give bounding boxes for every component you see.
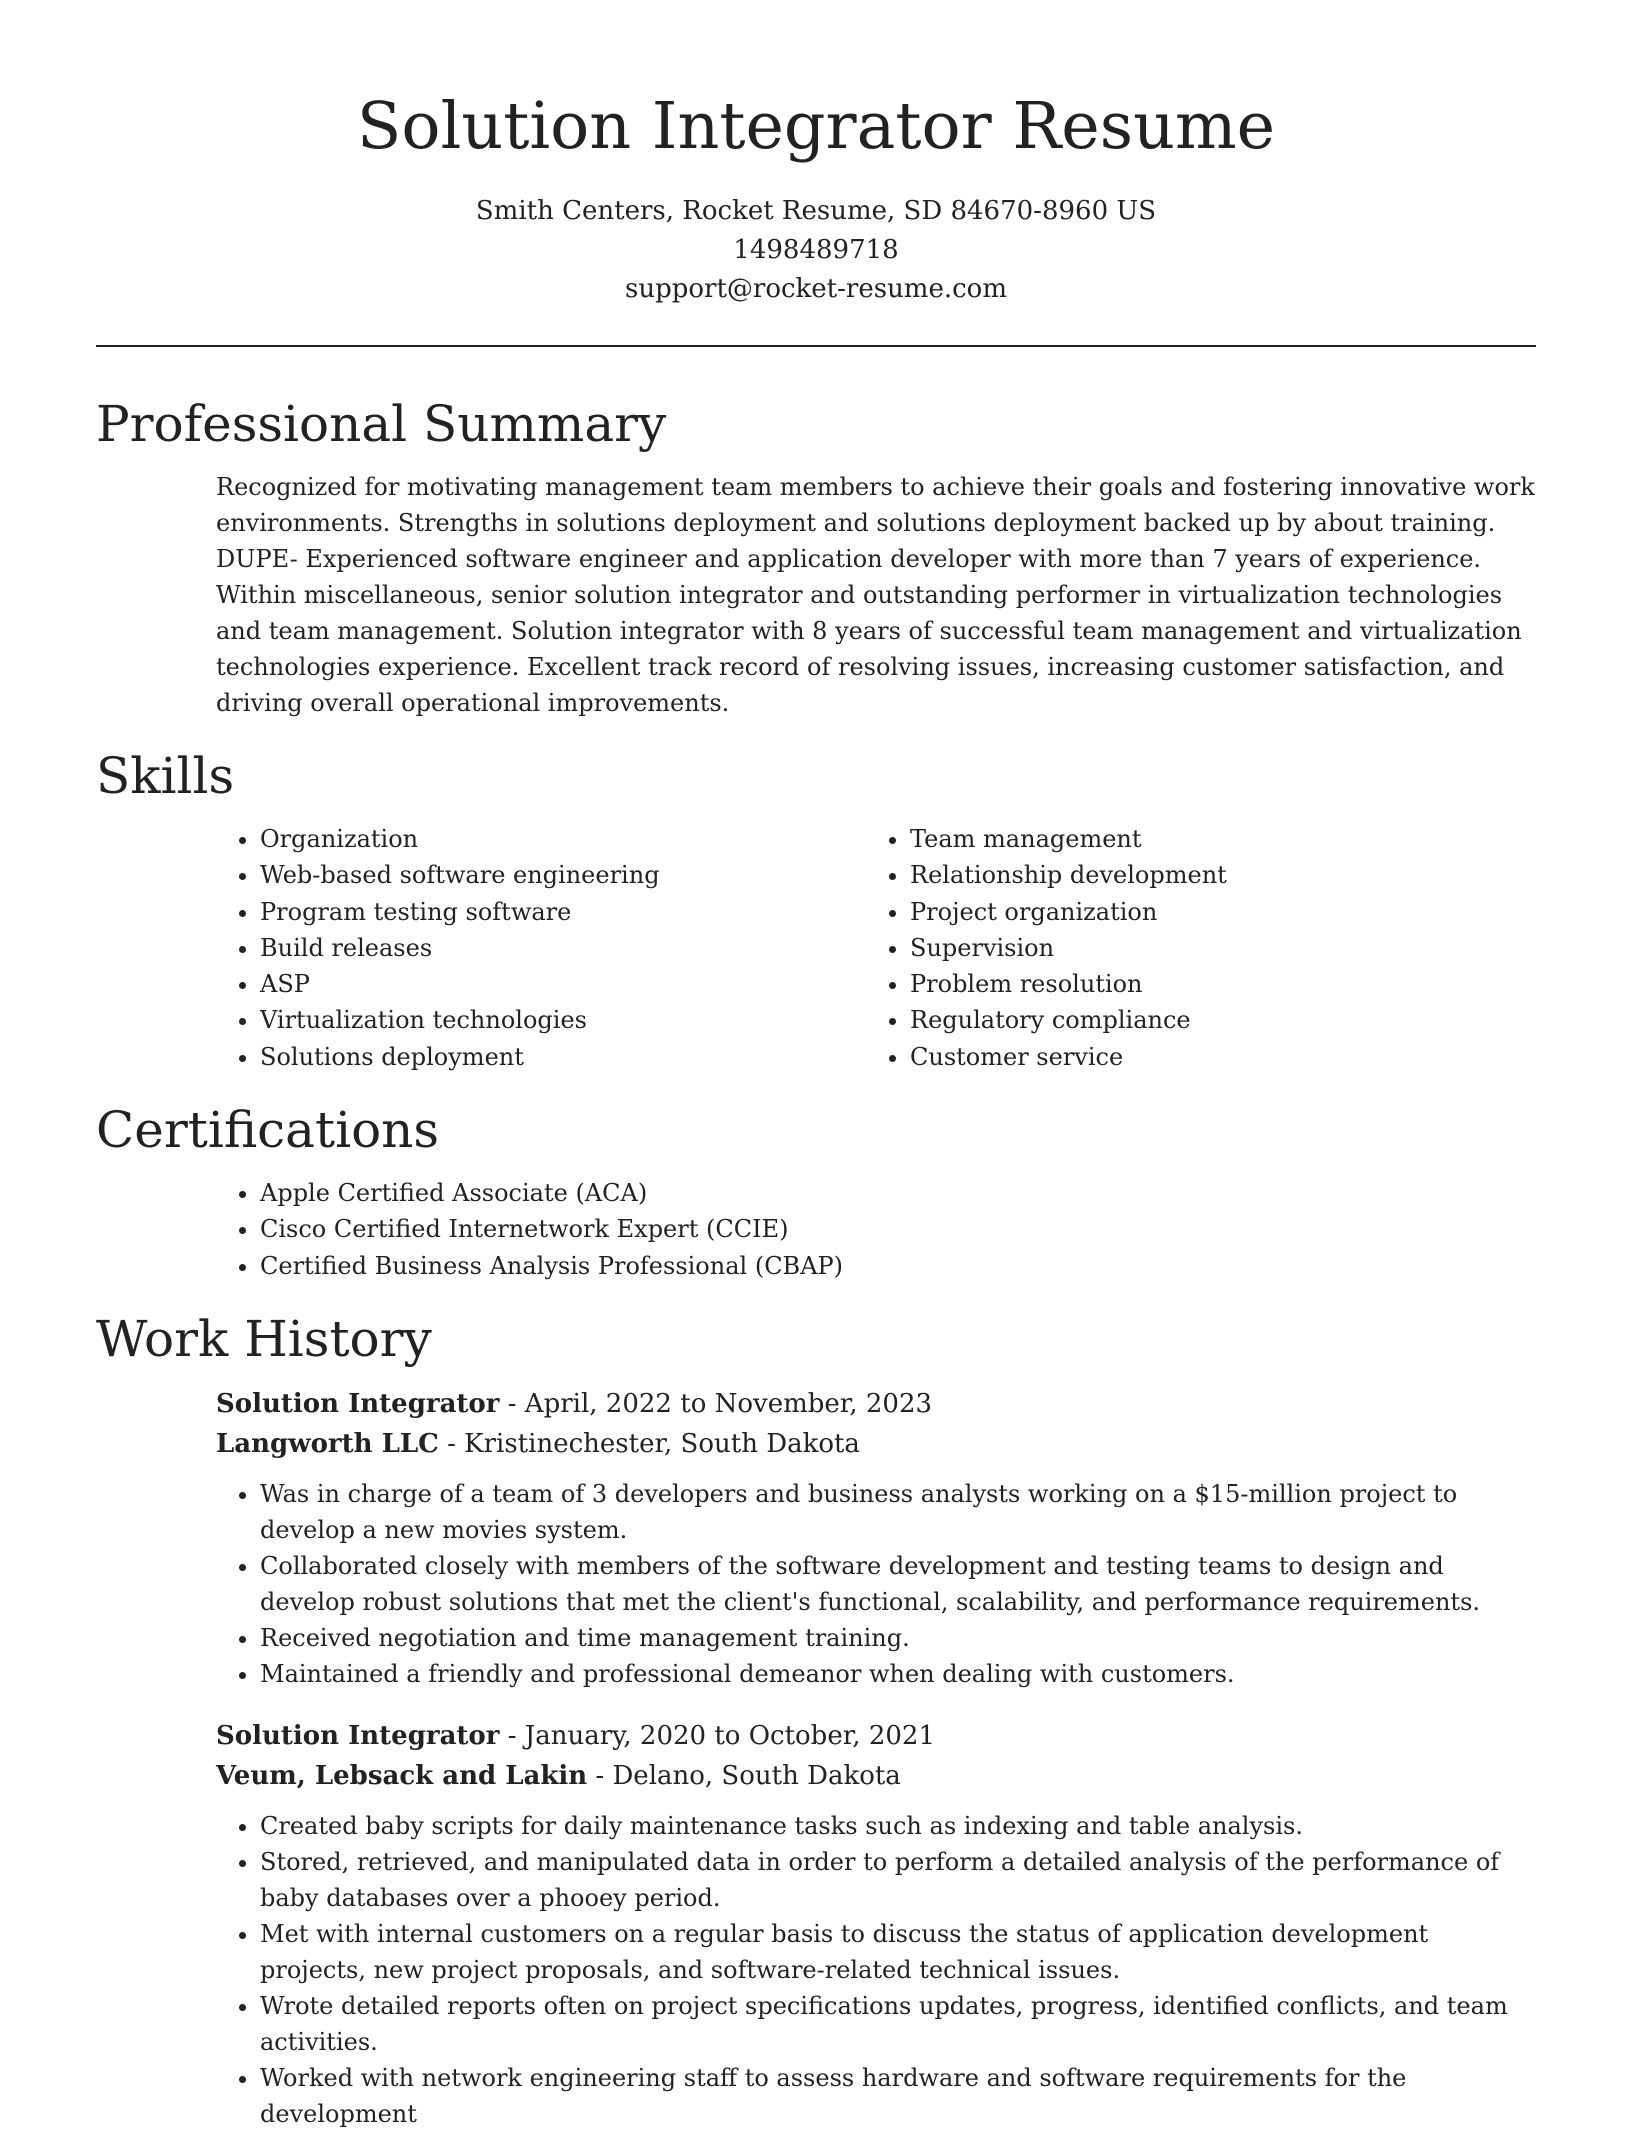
certification-item: • Cisco Certified Internetwork Expert (CCIE) (260, 1211, 1536, 1247)
certifications-list (96, 1175, 1536, 1284)
job-title-line (216, 1716, 1536, 1756)
skill-item: • Build releases (260, 930, 746, 966)
summary-heading: Professional Summary (96, 395, 667, 453)
job-dates: - April, 2022 to November, 2023 (499, 1388, 933, 1419)
skills-heading: Skills (96, 747, 235, 805)
job-company-line (216, 1424, 1536, 1464)
skill-item: • Project organization (910, 894, 1227, 930)
contact-phone: 1498489718 (733, 235, 899, 265)
skill-item: • Virtualization technologies (260, 1002, 746, 1038)
job-bullet: • Maintained a friendly and professional demeanor when dealing with customers. (260, 1656, 1536, 1692)
skill-item: • Regulatory compliance (910, 1002, 1227, 1038)
job-bullet-list (96, 1476, 1536, 1692)
skills-list-right (746, 821, 1227, 1075)
skill-item: • Customer service (910, 1039, 1227, 1075)
job-title: Solution Integrator (216, 1388, 500, 1419)
skill-item: • Supervision (910, 930, 1227, 966)
job-entry (96, 1384, 1536, 1692)
job-bullet: • Stored, retrieved, and manipulated data in order to perform a detailed analysis of the performance of baby databases over a phooey period. (260, 1844, 1536, 1916)
certification-item: • Certified Business Analysis Professional (CBAP) (260, 1248, 1536, 1284)
job-bullet: • Was in charge of a team of 3 developers and business analysts working on a $15-million project to develop a new movies system. (260, 1476, 1536, 1548)
skill-item: • Relationship development (910, 857, 1227, 893)
contact-address: Smith Centers, Rocket Resume, SD 84670-8960 US (475, 196, 1157, 226)
job-bullet: • Met with internal customers on a regular basis to discuss the status of application development projects, new project proposals, and software-related technical issues. (260, 1916, 1536, 1988)
job-bullet: • Created baby scripts for daily maintenance tasks such as indexing and table analysis. (260, 1808, 1536, 1844)
resume-title: Solution Integrator Resume (356, 89, 1276, 164)
job-company: Veum, Lebsack and Lakin (216, 1760, 588, 1791)
resume-page (96, 0, 1536, 2132)
job-company-line (216, 1756, 1536, 1796)
skill-item: • Solutions deployment (260, 1039, 746, 1075)
job-title-line (216, 1384, 1536, 1424)
skill-item: • Program testing software (260, 894, 746, 930)
work-history-heading: Work History (96, 1309, 432, 1368)
job-bullet: • Worked with network engineering staff to assess hardware and software requirements for the development (260, 2060, 1536, 2132)
skill-item: • Problem resolution (910, 966, 1227, 1002)
skill-item: • Web-based software engineering (260, 857, 746, 893)
job-bullet: • Collaborated closely with members of the software development and testing teams to design and develop robust solutions that met the client's functional, scalability, and performance requirements. (260, 1548, 1536, 1620)
skills-columns (96, 821, 1536, 1075)
job-location: - Delano, South Dakota (587, 1760, 901, 1791)
job-bullet: • Wrote detailed reports often on project specifications updates, progress, identified conflicts, and team activities. (260, 1988, 1536, 2060)
skill-item: • Organization (260, 821, 746, 857)
skill-item: • Team management (910, 821, 1227, 857)
skill-item: • ASP (260, 966, 746, 1002)
job-bullet: • Received negotiation and time management training. (260, 1620, 1536, 1656)
certifications-heading: Certifications (96, 1101, 440, 1160)
contact-email: support@rocket-resume.com (624, 274, 1007, 304)
certification-item: • Apple Certified Associate (ACA) (260, 1175, 1536, 1211)
job-entry (96, 1716, 1536, 2132)
job-dates: - January, 2020 to October, 2021 (499, 1720, 935, 1751)
skills-list-left (96, 821, 746, 1075)
resume-header (96, 0, 1536, 309)
job-location: - Kristinechester, South Dakota (438, 1428, 860, 1459)
job-company: Langworth LLC (216, 1428, 439, 1459)
job-title: Solution Integrator (216, 1720, 500, 1751)
job-bullet-list (96, 1808, 1536, 2132)
summary-text: Recognized for motivating management team members to achieve their goals and fostering innovative work environments. Strengths in solutions deployment and solutions deployment backed up by about training. DUPE- Experienced software engineer and application developer with more than 7 years of experience. Within miscellaneous, senior solution integrator and outstanding performer in virtualization technologies and team management. Solution integrator with 8 years of successful team management and virtualization technologies experience. Excellent track record of resolving issues, increasing customer satisfaction, and driving overall operational improvements. (216, 473, 1535, 717)
header-divider (96, 345, 1536, 347)
